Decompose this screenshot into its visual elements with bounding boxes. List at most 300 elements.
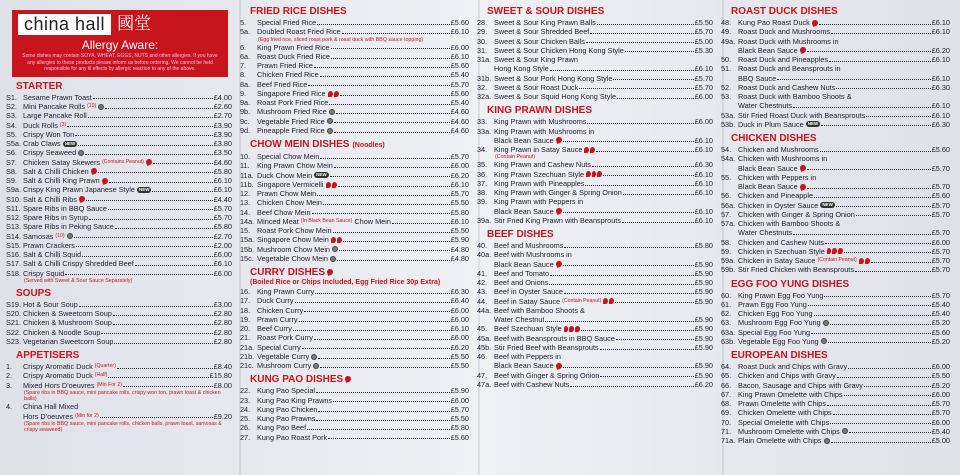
menu-item[interactable] xyxy=(240,217,469,226)
menu-item[interactable] xyxy=(477,37,713,46)
leader-dots xyxy=(320,152,449,159)
section-title: ROAST DUCK DISHES xyxy=(731,6,838,17)
menu-item[interactable] xyxy=(721,300,950,309)
item-note: (Half) xyxy=(94,372,108,379)
vegetarian-icon xyxy=(311,354,317,360)
menu-item[interactable] xyxy=(240,226,469,235)
section-heading xyxy=(477,6,713,18)
menu-item[interactable] xyxy=(240,89,469,98)
menu-item[interactable] xyxy=(477,269,713,278)
menu-item[interactable] xyxy=(6,371,232,380)
leader-dots xyxy=(135,259,213,266)
menu-item[interactable] xyxy=(721,37,950,46)
leader-dots xyxy=(76,241,213,248)
leader-dots xyxy=(829,55,931,62)
menu-item[interactable] xyxy=(240,396,469,405)
menu-item[interactable] xyxy=(721,436,950,445)
item-number: S8. xyxy=(6,166,17,176)
chili-icon xyxy=(827,248,843,254)
item-number: 31b. xyxy=(477,73,492,83)
menu-item[interactable] xyxy=(477,27,713,36)
item-name: Sweet & Sour Squid Hong Kong Style xyxy=(494,92,617,101)
menu-item[interactable] xyxy=(477,170,713,179)
menu-item[interactable] xyxy=(477,334,713,343)
menu-item[interactable] xyxy=(240,161,469,170)
item-name: Roast Duck and Chips with Gravy xyxy=(738,362,848,371)
menu-item[interactable] xyxy=(240,254,469,263)
menu-item[interactable] xyxy=(477,306,713,315)
menu-item[interactable] xyxy=(477,287,713,296)
item-number: S2. xyxy=(6,102,17,112)
menu-item[interactable] xyxy=(6,381,232,390)
item-name: King Prawn Chow Mein xyxy=(257,161,333,171)
menu-item[interactable] xyxy=(477,216,713,225)
menu-item[interactable] xyxy=(6,222,232,231)
new-badge-icon: NEW xyxy=(316,172,327,178)
menu-item[interactable] xyxy=(6,337,232,346)
leader-dots xyxy=(108,371,208,378)
item-price: £6.10 xyxy=(213,176,232,186)
menu-item[interactable] xyxy=(721,318,950,327)
menu-item[interactable] xyxy=(477,371,713,380)
menu-item[interactable] xyxy=(721,265,950,274)
item-number: 57a. xyxy=(721,219,736,228)
menu-item[interactable] xyxy=(477,117,713,126)
leader-dots xyxy=(93,93,213,100)
menu-item[interactable] xyxy=(477,74,713,83)
leader-dots xyxy=(811,328,931,335)
item-number: 9d. xyxy=(240,125,251,135)
menu-item[interactable] xyxy=(6,318,232,327)
leader-dots xyxy=(78,139,213,146)
item-number: 54a. xyxy=(721,154,736,164)
menu-item[interactable] xyxy=(240,423,469,432)
menu-item[interactable] xyxy=(721,408,950,417)
leader-dots xyxy=(622,216,694,223)
menu-item[interactable] xyxy=(477,352,713,361)
menu-item[interactable] xyxy=(721,154,950,163)
menu-item[interactable] xyxy=(477,297,713,306)
item-price: £5.70 xyxy=(931,256,950,265)
item-price: £5.90 xyxy=(694,278,713,288)
chili-icon xyxy=(555,362,563,370)
item-price: £5.90 xyxy=(450,235,469,245)
item-price: £5.90 xyxy=(450,386,469,396)
menu-item[interactable] xyxy=(721,256,950,265)
item-name: King Prawn with Ginger & Spring Onion xyxy=(494,188,622,198)
item-number: S19. xyxy=(6,299,22,309)
menu-item[interactable] xyxy=(240,324,469,333)
item-name: Plain Omelette with Chips xyxy=(738,436,822,445)
menu-item[interactable] xyxy=(477,160,713,169)
item-number: 59a. xyxy=(721,256,736,265)
item-name: Prawn Omelette with Chips xyxy=(738,399,827,408)
leader-dots xyxy=(98,167,213,174)
item-number: 49. xyxy=(721,27,732,37)
item-name: Roast Pork Chow Mein xyxy=(257,226,332,236)
item-price: £6.30 xyxy=(450,287,469,297)
item-price: £5.50 xyxy=(694,18,713,27)
item-number: 7. xyxy=(240,61,247,71)
leader-dots xyxy=(814,191,931,198)
item-price: £5.90 xyxy=(694,296,713,306)
menu-item[interactable] xyxy=(6,102,232,111)
menu-item[interactable] xyxy=(6,130,232,139)
chili-icon xyxy=(90,168,98,176)
menu-item[interactable] xyxy=(477,278,713,287)
leader-dots xyxy=(613,74,693,81)
leader-dots xyxy=(836,83,930,90)
item-number: S17. xyxy=(6,259,22,269)
chili-icon xyxy=(326,268,334,276)
menu-item[interactable] xyxy=(6,232,232,241)
menu-item[interactable] xyxy=(240,287,469,296)
item-name: Pineapple Fried Rice xyxy=(257,125,325,135)
menu-item[interactable] xyxy=(240,107,469,116)
item-price: £5.70 xyxy=(931,408,950,418)
item-name: Beef Szechuan Style xyxy=(494,324,562,334)
menu-item[interactable] xyxy=(240,152,469,161)
item-price: £6.00 xyxy=(694,117,713,127)
leader-dots xyxy=(830,318,931,325)
item-name-line2: Water Chestnuts xyxy=(738,228,793,238)
menu-item[interactable] xyxy=(6,362,232,371)
chili-icon xyxy=(331,237,342,243)
item-note: (Min For 2) xyxy=(96,381,122,388)
menu-item[interactable] xyxy=(240,171,469,180)
menu-item[interactable] xyxy=(6,185,232,194)
menu-item[interactable] xyxy=(721,427,950,436)
item-price: £4.60 xyxy=(450,125,469,135)
menu-item[interactable] xyxy=(6,402,232,411)
leader-dots xyxy=(67,121,213,128)
menu-item[interactable] xyxy=(6,204,232,213)
menu-item[interactable] xyxy=(721,173,950,182)
leader-dots xyxy=(88,111,213,118)
leader-dots xyxy=(597,18,694,25)
item-name: Chicken & Noodle Soup xyxy=(23,327,101,337)
menu-item[interactable] xyxy=(477,188,713,197)
item-name: Prawn Curry xyxy=(257,314,298,324)
menu-item[interactable] xyxy=(477,324,713,333)
menu-item[interactable] xyxy=(240,414,469,423)
item-name-line2: Water Chestnut xyxy=(494,315,545,325)
menu-item[interactable] xyxy=(6,269,232,278)
menu-item[interactable] xyxy=(240,189,469,198)
menu-item[interactable] xyxy=(721,145,950,154)
menu-item[interactable] xyxy=(6,167,232,176)
item-price: £6.30 xyxy=(694,160,713,170)
menu-item[interactable] xyxy=(721,27,950,36)
item-name: Roast Duck with Mushrooms in xyxy=(738,36,839,46)
menu-item[interactable] xyxy=(477,55,713,64)
menu-item[interactable] xyxy=(6,241,232,250)
menu-item[interactable] xyxy=(240,405,469,414)
menu-item[interactable] xyxy=(477,197,713,206)
menu-item[interactable] xyxy=(721,371,950,380)
menu-item[interactable] xyxy=(721,210,950,219)
menu-item[interactable] xyxy=(6,250,232,259)
menu-item[interactable] xyxy=(721,309,950,318)
menu-item[interactable] xyxy=(240,43,469,52)
item-number: 54. xyxy=(721,145,732,154)
item-number: 33a. xyxy=(477,126,492,136)
menu-item[interactable] xyxy=(477,343,713,352)
section-heading xyxy=(240,374,469,386)
item-price: £6.00 xyxy=(213,250,232,260)
item-price: £5.70 xyxy=(931,399,950,408)
item-name-line2: BBQ Sauce xyxy=(738,73,777,83)
item-number: 42. xyxy=(477,278,488,288)
menu-item[interactable] xyxy=(240,361,469,370)
leader-dots xyxy=(340,89,450,96)
item-price: £5.60 xyxy=(931,145,950,154)
menu-item[interactable] xyxy=(240,306,469,315)
menu-item[interactable] xyxy=(6,195,232,204)
menu-item[interactable] xyxy=(240,98,469,107)
leader-dots xyxy=(339,245,450,252)
menu-item[interactable] xyxy=(721,111,950,120)
menu-item[interactable] xyxy=(721,191,950,200)
menu-item[interactable] xyxy=(6,139,232,148)
menu-item[interactable] xyxy=(6,213,232,222)
fold-line xyxy=(478,0,480,475)
leader-dots xyxy=(86,195,213,202)
menu-item[interactable] xyxy=(721,381,950,390)
item-number: 55. xyxy=(721,172,732,182)
menu-item[interactable] xyxy=(721,64,950,73)
leader-dots xyxy=(807,46,931,53)
leader-dots xyxy=(837,371,931,378)
menu-item[interactable] xyxy=(6,300,232,309)
menu-item[interactable] xyxy=(721,328,950,337)
menu-item[interactable] xyxy=(477,46,713,55)
menu-item[interactable] xyxy=(240,296,469,305)
item-name: Prawn Chow Mein xyxy=(257,189,317,199)
item-number: 12. xyxy=(240,189,251,199)
leader-dots xyxy=(293,324,450,331)
item-price: £5.90 xyxy=(694,342,713,352)
leader-dots xyxy=(833,408,931,415)
leader-dots xyxy=(585,179,693,186)
chili-icon xyxy=(555,260,563,268)
menu-item[interactable] xyxy=(240,386,469,395)
menu-item[interactable] xyxy=(721,247,950,256)
menu-item[interactable] xyxy=(6,148,232,157)
item-name-cont xyxy=(477,361,713,370)
item-note: (Contain Peanut) xyxy=(817,257,857,263)
menu-item[interactable] xyxy=(6,176,232,185)
item-price: £2.70 xyxy=(213,231,232,241)
item-number: 39. xyxy=(477,197,488,207)
item-number: S20. xyxy=(6,309,22,319)
chili-icon xyxy=(101,177,109,185)
item-number: 10. xyxy=(240,152,251,162)
leader-dots xyxy=(100,412,213,419)
leader-dots xyxy=(334,161,450,168)
leader-dots xyxy=(115,222,213,229)
leader-dots xyxy=(855,265,931,272)
item-price: £6.20 xyxy=(694,379,713,389)
menu-item[interactable] xyxy=(240,198,469,207)
menu-item[interactable] xyxy=(477,145,713,154)
item-name: Crab Claws xyxy=(23,139,61,149)
menu-item[interactable] xyxy=(721,337,950,346)
menu-item[interactable] xyxy=(477,241,713,250)
menu-item[interactable] xyxy=(477,179,713,188)
section-title: CURRY DISHES xyxy=(250,267,326,279)
item-name: Sweet & Sour Chicken Balls xyxy=(494,36,585,46)
item-name: Chicken with Peppers in xyxy=(738,172,817,182)
menu-item[interactable] xyxy=(721,201,950,210)
item-name: Roast Duck and Beansprouts in xyxy=(738,64,841,74)
menu-item[interactable] xyxy=(6,328,232,337)
item-name: Kung Pao Roast Duck xyxy=(738,18,810,27)
leader-dots xyxy=(315,287,450,294)
item-name: Prawn Egg Foo Yung xyxy=(738,299,807,309)
leader-dots xyxy=(318,405,449,412)
item-name: Crispy Seaweed xyxy=(23,148,77,158)
item-price: £6.20 xyxy=(450,342,469,352)
menu-item[interactable] xyxy=(721,399,950,408)
menu-item[interactable] xyxy=(240,235,469,244)
item-price: £6.10 xyxy=(213,259,232,269)
leader-dots xyxy=(342,27,450,34)
menu-item[interactable] xyxy=(721,92,950,101)
menu-item[interactable] xyxy=(477,92,713,101)
item-name-cont xyxy=(721,182,950,191)
leader-dots xyxy=(304,306,450,313)
leader-dots xyxy=(117,362,213,369)
item-number: 65. xyxy=(721,371,732,381)
item-price: £6.10 xyxy=(694,206,713,216)
menu-item[interactable] xyxy=(240,180,469,189)
menu-item[interactable] xyxy=(240,18,469,27)
item-number: S7. xyxy=(6,157,17,167)
menu-item[interactable] xyxy=(6,111,232,120)
menu-item[interactable] xyxy=(477,250,713,259)
menu-item[interactable] xyxy=(477,127,713,136)
vegetarian-icon xyxy=(78,150,84,156)
menu-item[interactable] xyxy=(6,158,232,167)
item-name: Singapore Chow Mein xyxy=(257,235,329,245)
item-number: 41. xyxy=(477,268,488,278)
menu-item[interactable] xyxy=(6,121,232,130)
leader-dots xyxy=(82,250,213,257)
item-note: (10) xyxy=(55,232,65,239)
chili-icon xyxy=(799,164,807,172)
item-price: £6.00 xyxy=(694,92,713,101)
item-number: S6. xyxy=(6,148,17,158)
item-number: 50. xyxy=(721,55,732,64)
item-number: S5. xyxy=(6,129,17,139)
leader-dots xyxy=(337,254,450,261)
menu-item[interactable] xyxy=(240,245,469,254)
leader-dots xyxy=(338,180,450,187)
menu-item[interactable] xyxy=(721,55,950,64)
item-price: £5.70 xyxy=(931,228,950,238)
menu-item[interactable] xyxy=(240,352,469,361)
section-heading xyxy=(477,105,713,117)
allergy-title: Allergy Aware: xyxy=(81,38,159,52)
item-number: 40. xyxy=(477,241,488,251)
item-name: Duck Chow Mein xyxy=(257,170,313,180)
vegetarian-icon xyxy=(313,363,319,369)
leader-dots xyxy=(864,381,931,388)
item-price: £2.60 xyxy=(213,102,232,112)
new-badge-icon: NEW xyxy=(138,186,150,192)
item-name-line2: Black Bean Sauce xyxy=(738,182,798,191)
item-name: Spare Ribs in Syrup xyxy=(23,213,88,223)
menu-item[interactable] xyxy=(240,343,469,352)
item-name-line2: Black Bean Sauce xyxy=(494,135,554,145)
item-number: S9a. xyxy=(6,185,22,195)
item-name: Special Omelette with Chips xyxy=(738,417,830,427)
item-name: King Prawn Curry xyxy=(257,287,315,297)
menu-item[interactable] xyxy=(6,259,232,268)
menu-item[interactable] xyxy=(240,126,469,135)
item-price: £5.90 xyxy=(694,268,713,278)
menu-item[interactable] xyxy=(721,291,950,300)
item-number: 30. xyxy=(477,36,488,46)
leader-dots xyxy=(615,297,693,304)
item-price: £5.70 xyxy=(931,290,950,300)
menu-item[interactable] xyxy=(721,219,950,228)
menu-item[interactable] xyxy=(477,18,713,27)
item-price: £5.90 xyxy=(694,259,713,269)
menu-item[interactable] xyxy=(240,208,469,217)
item-number: S13. xyxy=(6,222,22,232)
menu-item[interactable] xyxy=(721,83,950,92)
menu-item[interactable] xyxy=(240,333,469,342)
item-name: Beef with Cashew Nuts xyxy=(494,379,570,389)
menu-item[interactable] xyxy=(721,418,950,427)
section-subtitle: (Boiled Rice or Chips Included, Egg Fried Rice 30p Extra) xyxy=(250,279,441,287)
item-note: (3) xyxy=(59,121,67,128)
item-name-line2: Black Bean Sauce xyxy=(494,206,554,216)
vegetarian-icon xyxy=(332,246,338,252)
menu-item[interactable] xyxy=(240,433,469,442)
menu-item[interactable] xyxy=(6,309,232,318)
menu-item[interactable] xyxy=(240,27,469,36)
menu-item[interactable] xyxy=(6,93,232,102)
menu-item[interactable] xyxy=(240,70,469,79)
item-price: £6.00 xyxy=(450,305,469,315)
item-price: £4.80 xyxy=(450,244,469,254)
menu-item[interactable] xyxy=(477,380,713,389)
menu-item[interactable] xyxy=(240,61,469,70)
leader-dots xyxy=(334,126,450,133)
menu-item[interactable] xyxy=(240,80,469,89)
item-name: King Prawn and Cashew Nuts xyxy=(494,160,591,170)
menu-item[interactable] xyxy=(721,390,950,399)
menu-item[interactable] xyxy=(721,18,950,27)
item-number: S1. xyxy=(6,92,17,102)
item-name-line2: Black Bean Sauce xyxy=(738,163,798,173)
menu-item[interactable] xyxy=(240,52,469,61)
menu-item[interactable] xyxy=(240,315,469,324)
menu-item[interactable] xyxy=(721,120,950,129)
item-name: Beef with Ginger & Spring Onion xyxy=(494,370,600,380)
leader-dots xyxy=(836,201,931,208)
item-name: Kung Pao Roast Pork xyxy=(257,432,328,442)
leader-dots xyxy=(590,27,693,34)
item-name: Kung Pao Beef xyxy=(257,423,307,433)
menu-item[interactable] xyxy=(240,117,469,126)
menu-item[interactable] xyxy=(477,83,713,92)
menu-item[interactable] xyxy=(721,362,950,371)
menu-item[interactable] xyxy=(721,238,950,247)
